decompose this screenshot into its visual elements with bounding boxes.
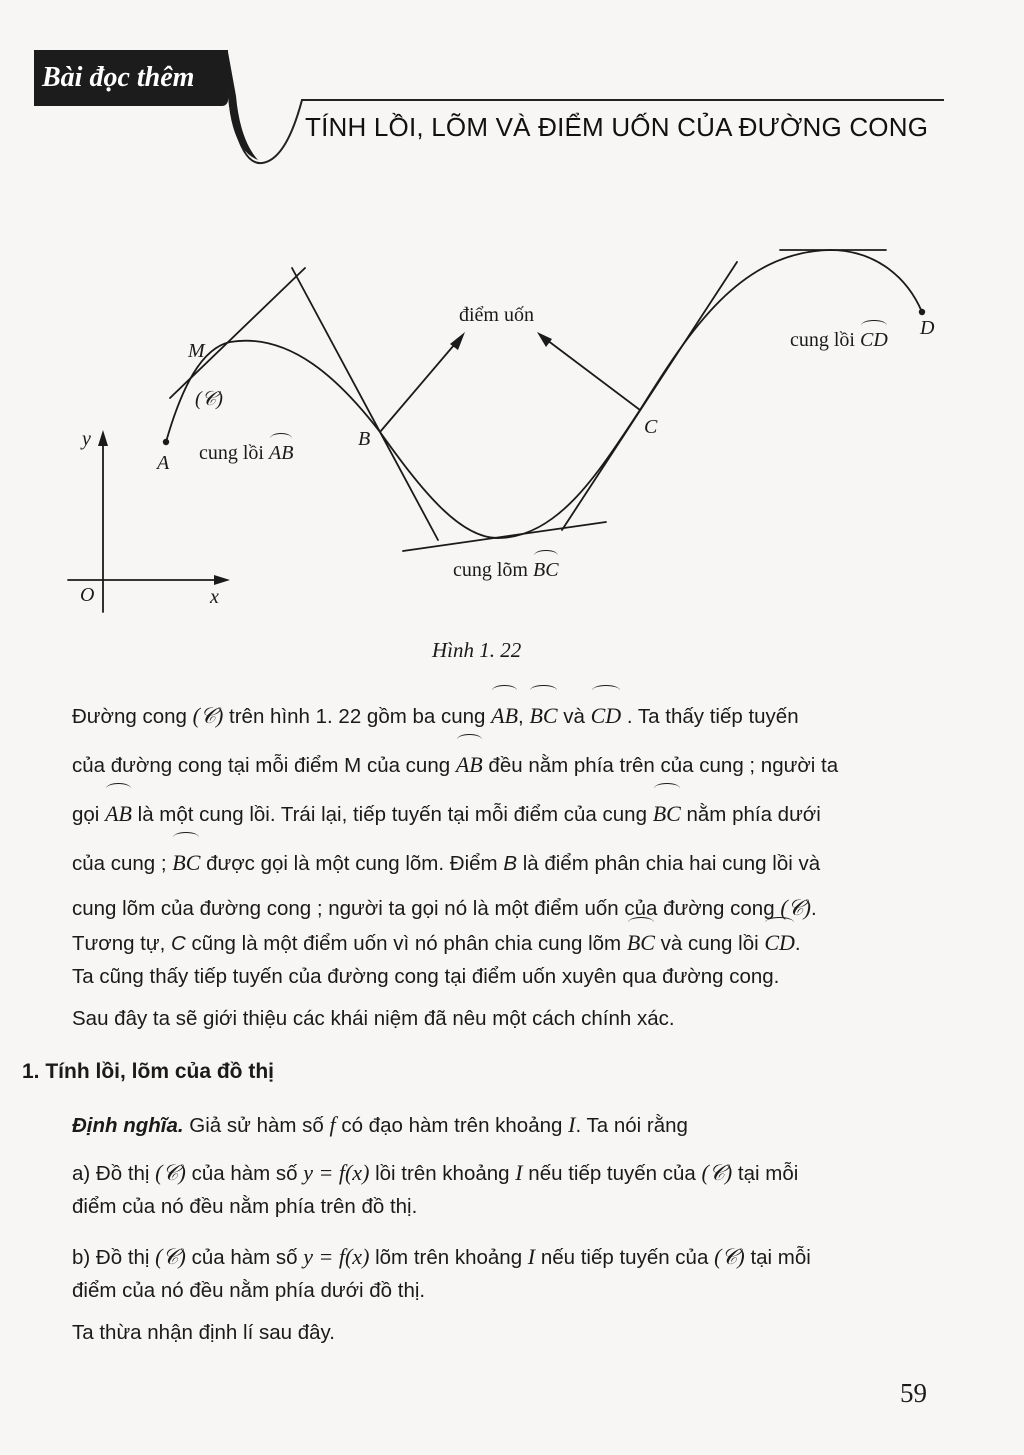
arrow-b (380, 338, 460, 432)
label-origin: O (80, 584, 95, 606)
definition-a: a) Đồ thị (𝒞) của hàm số y = f(x) lồi trên khoảng I nếu tiếp tuyến của (𝒞) tại mỗi điểm của nó đều nằm phía trên đồ thị. (72, 1160, 799, 1218)
label-convex-ab: cung lồi AB (199, 438, 293, 465)
label-axis-x: x (210, 586, 219, 608)
label-point-c: C (644, 416, 658, 438)
p1-line-4: của cung ; BC được gọi là một cung lõm. Điểm B là điểm phân chia hai cung lồi và (72, 837, 938, 886)
tangent-b (292, 268, 438, 540)
label-point-b: B (358, 428, 371, 450)
definition (72, 1108, 938, 1142)
point-a-dot (163, 439, 169, 445)
p1-line-3: gọi AB là một cung lồi. Trái lại, tiếp tuyến tại mỗi điểm của cung BC nằm phía dưới (72, 788, 938, 837)
p2-line-2: Ta cũng thấy tiếp tuyến của đường cong tại điểm uốn xuyên qua đường cong. (72, 965, 780, 988)
page-title: TÍNH LỒI, LÕM VÀ ĐIỂM UỐN CỦA ĐƯỜNG CONG (305, 112, 929, 142)
reading-tab-label: Bài đọc thêm (42, 62, 195, 93)
label-point-a: A (157, 452, 170, 474)
section-1-heading: 1. Tính lồi, lõm của đồ thị (22, 1060, 274, 1083)
arrowhead-y (98, 430, 108, 446)
label-inflection: điểm uốn (459, 304, 534, 326)
tangent-bottom (403, 522, 606, 551)
arrowhead-c (537, 332, 552, 347)
paragraph-1 (72, 690, 938, 931)
page-number: 59 (900, 1378, 927, 1408)
label-concave-bc: cung lõm BC (453, 555, 559, 582)
closing-line: Ta thừa nhận định lí sau đây. (72, 1321, 335, 1344)
definition-line: Định nghĩa. Giả sử hàm số f có đạo hàm trên khoảng I. Ta nói rằng (72, 1112, 688, 1137)
tangent-c (562, 262, 737, 530)
definition-b: b) Đồ thị (𝒞) của hàm số y = f(x) lõm trên khoảng I nếu tiếp tuyến của (𝒞) tại mỗi điểm của nó đều nằm phía dưới đồ thị. (72, 1244, 811, 1302)
arrowhead-x (214, 575, 230, 585)
paragraph-3: Sau đây ta sẽ giới thiệu các khái niệm đã nêu một cách chính xác. (72, 1007, 675, 1030)
label-axis-y: y (82, 428, 91, 450)
figure-caption: Hình 1. 22 (432, 638, 522, 662)
arrow-c (543, 337, 640, 410)
p1-line-2: của đường cong tại mỗi điểm M của cung AB đều nằm phía trên của cung ; người ta (72, 739, 938, 788)
p1-line-5: cung lõm của đường cong ; người ta gọi nó là một điểm uốn của đường cong (𝒞). (72, 895, 817, 920)
paragraph-2 (72, 922, 938, 993)
p2-line-1: Tương tự, C cũng là một điểm uốn vì nó phân chia cung lõm BC và cung lồi CD. (72, 922, 938, 960)
point-d-dot (919, 309, 925, 315)
label-curve: (𝒞) (195, 388, 223, 410)
p1-line-1: Đường cong (𝒞) trên hình 1. 22 gồm ba cung AB, BC và CD . Ta thấy tiếp tuyến (72, 690, 938, 739)
tangent-m (170, 268, 305, 398)
label-point-d: D (920, 317, 935, 339)
label-convex-cd: cung lồi CD (790, 325, 888, 352)
label-point-m: M (188, 340, 205, 362)
